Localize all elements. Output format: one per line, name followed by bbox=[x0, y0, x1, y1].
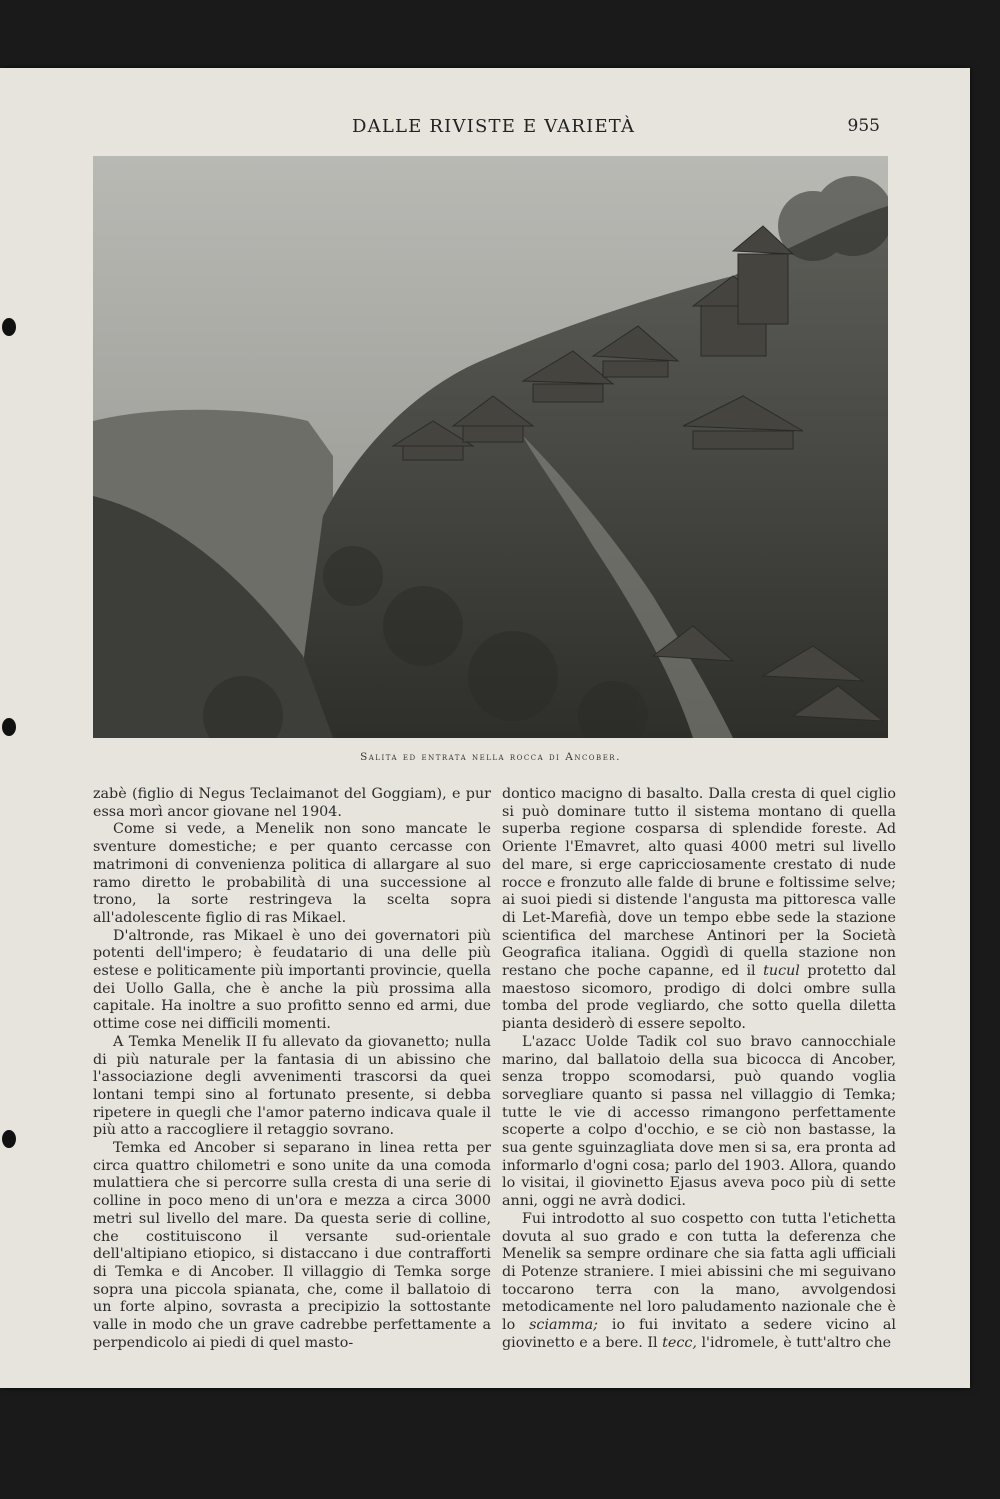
paragraph: Temka ed Ancober si separano in linea retta per circa quattro chilometri e sono unite da una comoda mulattiera che si percorre sulla cresta di una serie di colline in poco meno di un'ora e mezza a circa 3000 metri sul livello del mare. Da questa serie di colline, che costituiscono il versante sud-orientale dell'altipiano etiopico, si distaccano i due contrafforti di Temka e di Ancober. Il villaggio di Temka sorge sopra una piccola spianata, che, come il ballatoio di un forte alpino, sovrasta a precipizio la sottostante valle in modo che un grave cadrebbe perfettamente a perpendicolo ai piedi di quel masto- bbox=[93, 1140, 491, 1351]
paragraph bbox=[502, 786, 896, 1034]
page-number: 955 bbox=[847, 116, 880, 136]
figure-photo bbox=[93, 156, 888, 738]
binding-hole bbox=[2, 718, 16, 736]
running-head: DALLE RIVISTE E VARIETÀ bbox=[352, 116, 636, 137]
italic-term: tecc, bbox=[662, 1334, 697, 1351]
paragraph: zabè (figlio di Negus Teclaimanot del Goggiam), e pur essa morì ancor giovane nel 1904. bbox=[93, 786, 491, 820]
figure-caption: Salita ed entrata nella rocca di Ancober. bbox=[360, 751, 621, 763]
paragraph: A Temka Menelik II fu allevato da giovanetto; nulla di più naturale per la fantasia di un abissino che l'associazione degli avvenimenti trascorsi da quei lontani tempi sino al fortunato presente, si debba ripetere in quegli che l'amor paterno indicava quale il più atto a raccogliere il retaggio sovrano. bbox=[93, 1033, 491, 1139]
paragraph: D'altronde, ras Mikael è uno dei governatori più potenti dell'impero; è feudatario di una delle più estese e politicamente più importanti provincie, quella dei Uollo Galla, che è anche la più prossima alla capitale. Ha inoltre a suo profitto senno ed armi, due ottime cose nei difficili momenti. bbox=[93, 927, 491, 1033]
text-run: Fui introdotto al suo cospetto con tutta l'etichetta dovuta al suo grado e con tutta la deferenza che Menelik sa sempre ordinare che sia fatta agli ufficiali di Potenze straniere. I miei abissini che mi seguivano toccarono terra con la mano, avvolgendosi metodicamente nel loro paludamento nazionale che è lo bbox=[502, 1210, 896, 1334]
book-page bbox=[0, 68, 970, 1388]
binding-hole bbox=[2, 318, 16, 336]
italic-term: tucul bbox=[763, 963, 800, 980]
text-run: l'idromele, è tutt'altro che bbox=[701, 1334, 892, 1351]
text-run: io fui invitato a sedere vicino al giovinetto e a bere. Il bbox=[502, 1317, 896, 1351]
italic-term: sciamma; bbox=[529, 1317, 598, 1334]
text-run: protetto dal maestoso sicomoro, prodigo di dolci ombre sulla tomba del prode vegliardo, che sotto quella diletta pianta desiderò di essere sepolto. bbox=[502, 963, 896, 1033]
page-header bbox=[90, 116, 890, 144]
paragraph: Come si vede, a Menelik non sono mancate le sventure domestiche; e per quanto cercasse con matrimoni di convenienza politica di allargare al suo ramo diretto le probabilità di una successione al trono, la sorte restringeva la scelta sopra all'adolescente figlio di ras Mikael. bbox=[93, 821, 491, 926]
right-column bbox=[502, 786, 896, 1353]
text-run: dontico macigno di basalto. Dalla cresta di quel ciglio si può dominare tutto il sistema montano di quella superba regione cosparsa di splendide foreste. Ad Oriente l'Emavret, alto quasi 4000 metri sul livello del mare, si erge capricciosamente crestato di nude rocce e fronzuto alle falde di brune e foltissime selve; ai suoi piedi si distende l'angusta ma pittoresca valle di Let-Marefià, dove un tempo ebbe sede la stazione scientifica del marchese Antinori per la Società Geografica italiana. Oggidì di quella stazione non restano che poche capanne, ed il bbox=[502, 786, 896, 980]
photo-illustration bbox=[93, 156, 888, 738]
binding-hole bbox=[2, 1130, 16, 1148]
paragraph: L'azacc Uolde Tadik col suo bravo cannocchiale marino, dal ballatoio della sua bicocca di Ancober, senza troppo scomodarsi, può quando voglia sorvegliare quanto si passa nel villaggio di Temka; tutte le vie di accesso rimangono perfettamente scoperte a colpo d'occhio, e se ciò non bastasse, la sua gente sguinzagliata dove men si sa, era pronta ad informarlo d'ogni cosa; parlo del 1903. Allora, quando lo visitai, il giovinetto Ejasus aveva poco più di sette anni, oggi ne avrà dodici. bbox=[502, 1033, 896, 1210]
left-column bbox=[93, 786, 491, 1353]
paragraph bbox=[502, 1211, 896, 1353]
